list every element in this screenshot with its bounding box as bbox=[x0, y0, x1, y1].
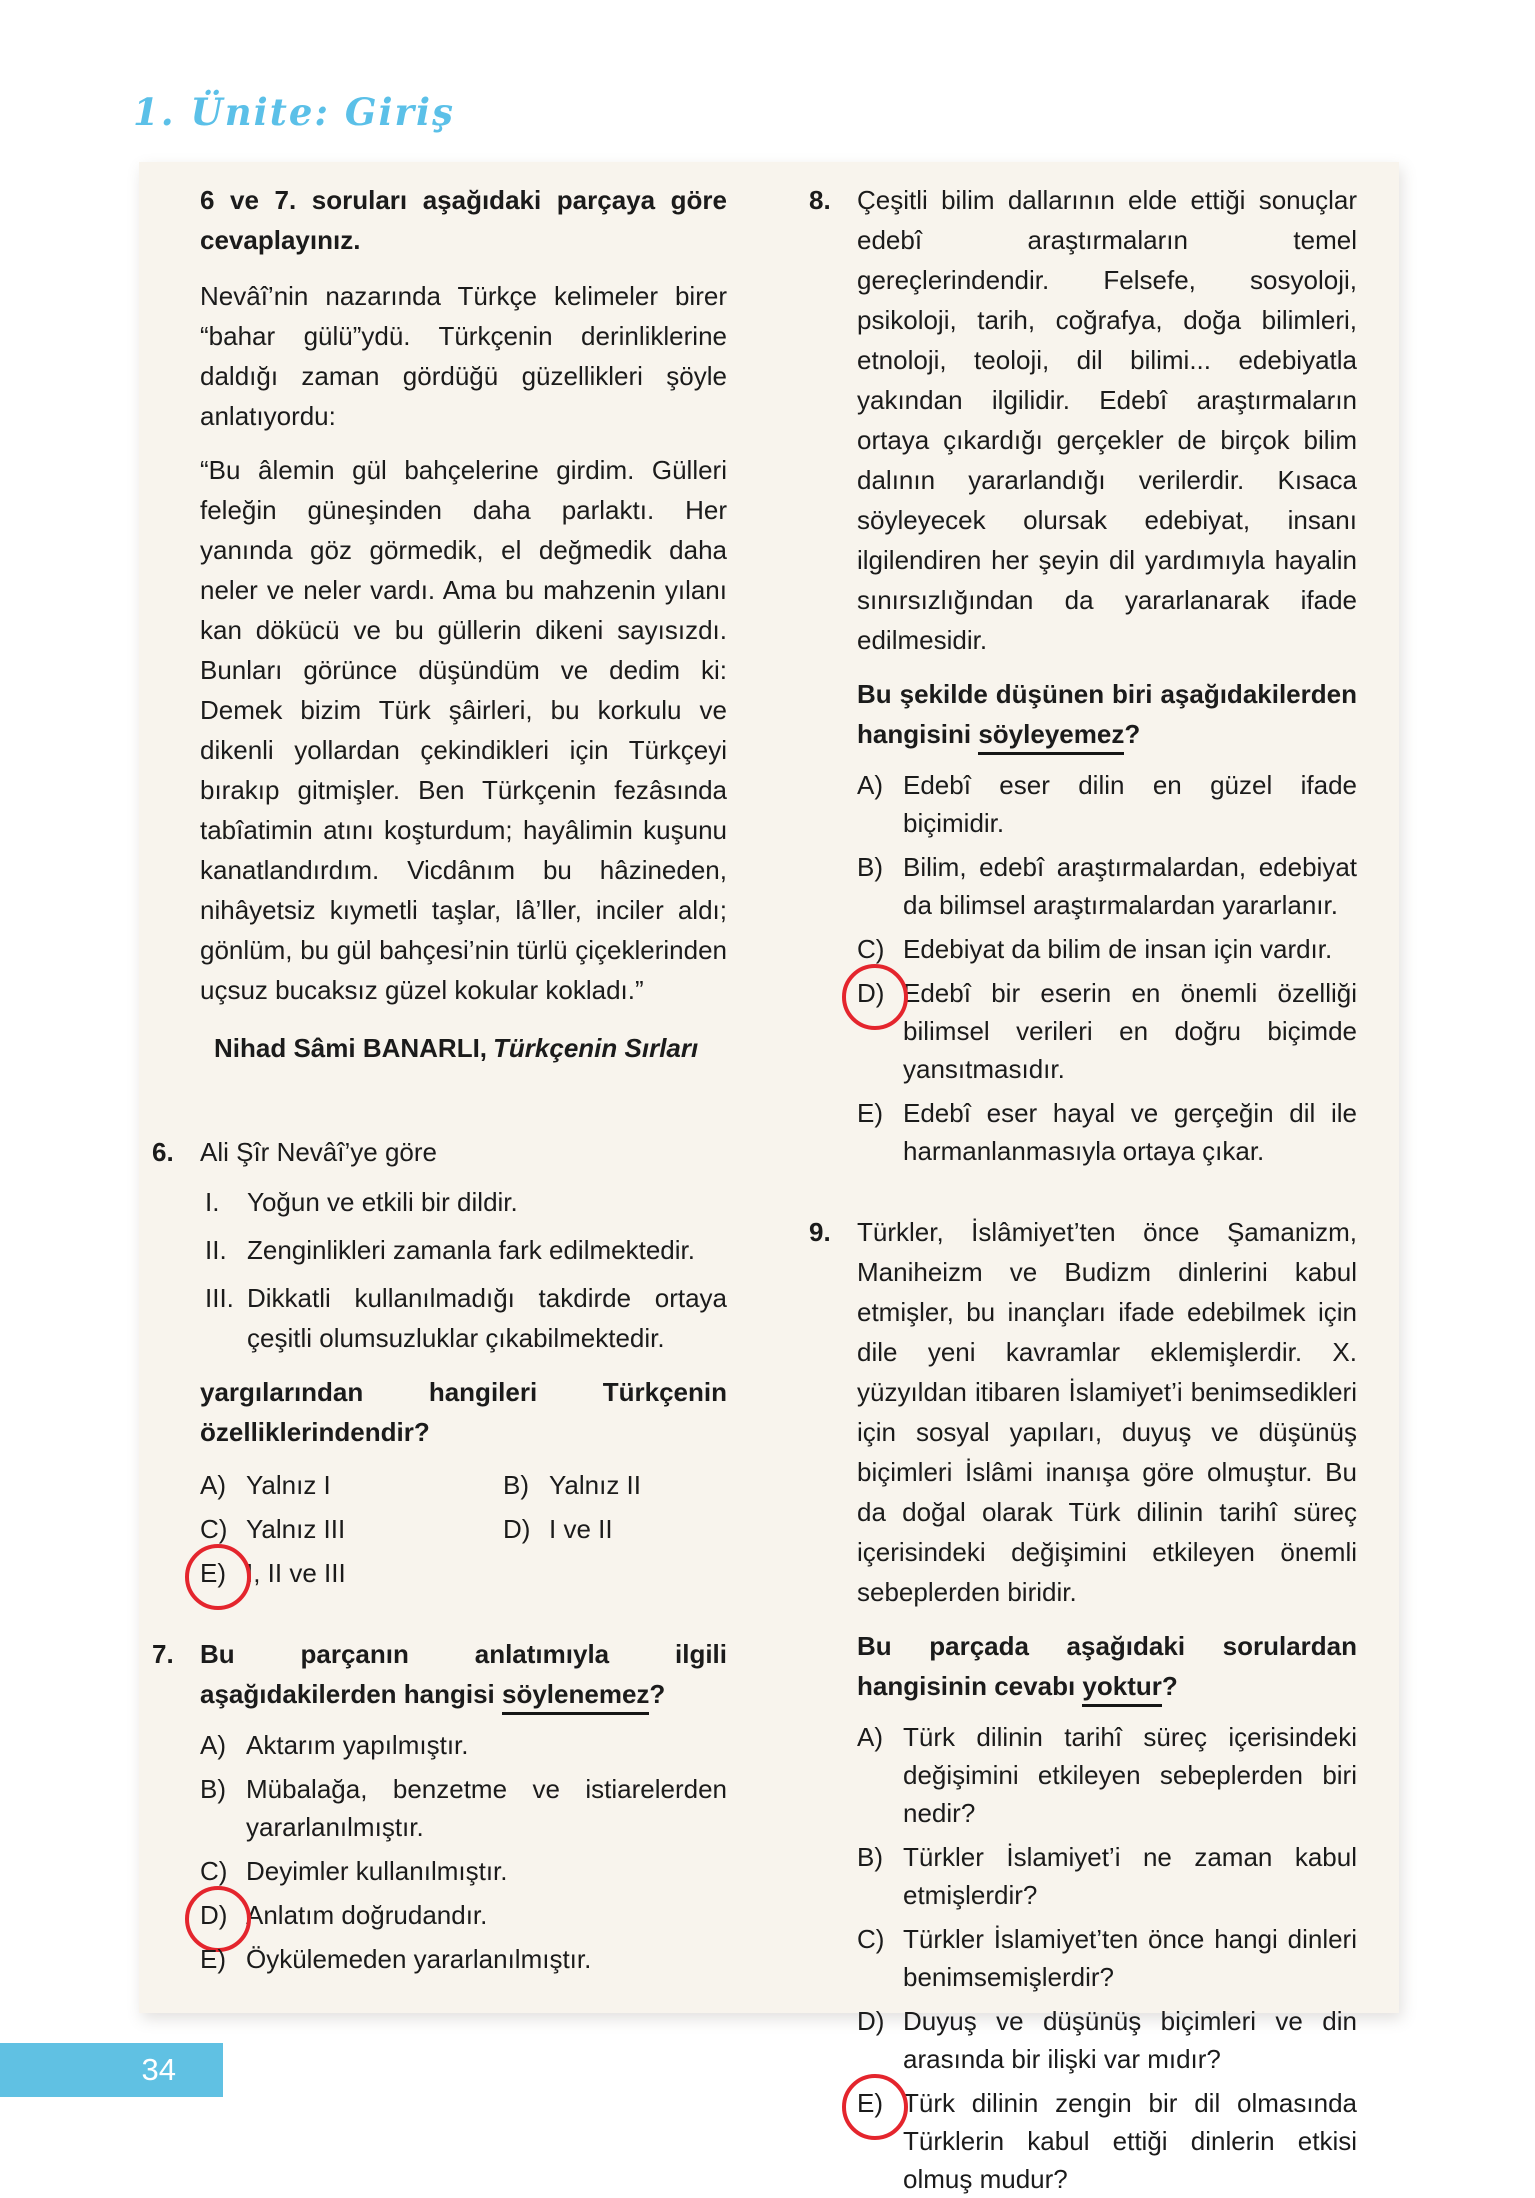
question-9-options bbox=[857, 1718, 1357, 2198]
option-text: Yalnız III bbox=[246, 1514, 346, 1544]
roman-numeral: III. bbox=[205, 1283, 234, 1313]
option-text: Türkler İslamiyet’ten önce hangi dinleri benimsemişlerdir? bbox=[903, 1924, 1357, 1992]
option-text: Türk dilinin zengin bir dil olmasında Türklerin kabul ettiği dinlerin etkisi olmuş mudur? bbox=[903, 2088, 1357, 2194]
question-7-option-c bbox=[200, 1852, 727, 1890]
question-7-option-e bbox=[200, 1940, 727, 1978]
question-9-option-b bbox=[857, 1838, 1357, 1914]
option-text: Mübalağa, benzetme ve istiarelerden yararlanılmıştır. bbox=[246, 1774, 727, 1842]
question-8-option-c bbox=[857, 930, 1357, 968]
option-text: Edebî bir eserin en önemli özelliği bilimsel verileri en doğru biçimde yansıtmasıdır. bbox=[903, 978, 1357, 1084]
question-6-stem: Ali Şîr Nevâî’ye göre bbox=[200, 1137, 437, 1167]
question-9-option-e bbox=[857, 2084, 1357, 2198]
question-7-options bbox=[200, 1726, 727, 1978]
option-letter: C) bbox=[857, 1924, 885, 1954]
question-7-option-d bbox=[200, 1896, 727, 1934]
option-text: Edebiyat da bilim de insan için vardır. bbox=[903, 934, 1333, 964]
stem-underlined-word: söylenemez bbox=[502, 1679, 649, 1715]
attribution-book-title: Türkçenin Sırları bbox=[493, 1033, 699, 1063]
question-6 bbox=[152, 1132, 727, 1592]
question-6-option-d bbox=[503, 1510, 727, 1548]
question-7-option-a bbox=[200, 1726, 727, 1764]
question-9-number: 9. bbox=[809, 1217, 831, 1247]
option-text: I, II ve III bbox=[246, 1558, 346, 1588]
option-text: Deyimler kullanılmıştır. bbox=[246, 1856, 508, 1886]
question-6-option-b bbox=[503, 1466, 727, 1504]
question-6-number: 6. bbox=[152, 1137, 174, 1167]
roman-numeral: II. bbox=[205, 1235, 227, 1265]
option-letter: A) bbox=[857, 770, 883, 800]
question-9-option-d bbox=[857, 2002, 1357, 2078]
option-text: Duyuş ve düşünüş biçimleri ve din arasında bir ilişki var mıdır? bbox=[903, 2006, 1357, 2074]
question-7-answer-circle: D) bbox=[200, 1896, 246, 1934]
question-6-item-2 bbox=[200, 1230, 727, 1270]
option-text: Aktarım yapılmıştır. bbox=[246, 1730, 469, 1760]
question-9-option-a bbox=[857, 1718, 1357, 1832]
question-7-option-b bbox=[200, 1770, 727, 1846]
attribution-author: Nihad Sâmi BANARLI, bbox=[214, 1033, 488, 1063]
question-9-paragraph: Türkler, İslâmiyet’ten önce Şamanizm, Maniheizm ve Budizm dinlerini kabul etmişler, bu inançları ifade edebilmek için dile yeni kavramlar eklemişlerdir. X. yüzyıldan itibaren İslamiyet’i benimsedikleri için sosyal yapıları, duyuş ve düşünüş biçimleri İslâmi inanışa göre olmuştur. Bu da doğal olarak Türk dilinin tarihî süreç içerisindeki değişimini etkileyen önemli sebeplerden biridir. bbox=[857, 1217, 1357, 1607]
passage-intro: Nevâî’nin nazarında Türkçe kelimeler birer “bahar gülü”ydü. Türkçenin derinliklerine daldığı zaman gördüğü güzellikleri şöyle anlatıyordu: bbox=[200, 281, 727, 431]
stem-text: Bu parçanın anlatımıyla ilgili aşağıdakilerden hangisi bbox=[200, 1639, 727, 1709]
question-6-answer-circle: E) bbox=[200, 1554, 246, 1592]
question-8-option-a bbox=[857, 766, 1357, 842]
question-9-answer-circle: E) bbox=[857, 2084, 903, 2198]
option-letter: C) bbox=[200, 1856, 228, 1886]
option-letter: C) bbox=[857, 934, 885, 964]
question-8-paragraph: Çeşitli bilim dallarının elde ettiği sonuçlar edebî araştırmaların temel gereçlerindendir. Felsefe, sosyoloji, psikoloji, tarih, coğrafya, doğa bilimleri, etnoloji, teoloji, dil bilimi... edebiyatla yakından ilgilidir. Edebî araştırmaların ortaya çıkardığı gerçekler de birçok bilim dalının yararlandığı verilerdir. Kısaca söyleyecek olursak edebiyat, insanı ilgilendiren her şeyin dil yardımıyla hayalin sınırsızlığından da yararlanarak ifade edilmesidir. bbox=[857, 185, 1357, 655]
question-8 bbox=[809, 180, 1357, 1170]
page-number: 34 bbox=[141, 2052, 176, 2087]
question-8-answer-circle: D) bbox=[857, 974, 903, 1088]
item-text: Zenginlikleri zamanla fark edilmektedir. bbox=[247, 1235, 695, 1265]
option-letter: B) bbox=[503, 1470, 529, 1500]
question-8-options bbox=[857, 766, 1357, 1170]
option-text: Bilim, edebî araştırmalardan, edebiyat da bilimsel araştırmalardan yararlanır. bbox=[903, 852, 1357, 920]
option-text: Yalnız II bbox=[549, 1470, 642, 1500]
option-letter: C) bbox=[200, 1514, 228, 1544]
option-letter: A) bbox=[200, 1470, 226, 1500]
question-6-options bbox=[200, 1466, 727, 1592]
left-column bbox=[152, 180, 727, 1989]
option-text: Yalnız I bbox=[246, 1470, 331, 1500]
option-letter: A) bbox=[857, 1722, 883, 1752]
option-text: Anlatım doğrudandır. bbox=[246, 1900, 488, 1930]
page-number-box bbox=[0, 2043, 223, 2097]
roman-numeral: I. bbox=[205, 1187, 220, 1217]
option-letter: E) bbox=[200, 1944, 226, 1974]
question-6-option-a bbox=[200, 1466, 503, 1504]
stem-text: Bu parçada aşağıdaki sorulardan hangisinin cevabı bbox=[857, 1631, 1357, 1701]
question-7-number: 7. bbox=[152, 1639, 174, 1669]
option-letter: E) bbox=[857, 1098, 883, 1128]
option-text: Türk dilinin tarihî süreç içerisindeki değişimini etkileyen sebeplerden biri nedir? bbox=[903, 1722, 1357, 1828]
option-text: I ve II bbox=[549, 1514, 613, 1544]
option-text: Türkler İslamiyet’i ne zaman kabul etmişlerdir? bbox=[903, 1842, 1357, 1910]
question-6-closing: yargılarından hangileri Türkçenin özelliklerindendir? bbox=[200, 1377, 727, 1447]
item-text: Dikkatli kullanılmadığı takdirde ortaya çeşitli olumsuzluklar çıkabilmektedir. bbox=[247, 1283, 727, 1353]
question-7 bbox=[152, 1634, 727, 1978]
question-9 bbox=[809, 1212, 1357, 2198]
option-text: Öykülemeden yararlanılmıştır. bbox=[246, 1944, 592, 1974]
option-letter: B) bbox=[857, 1842, 883, 1872]
question-9-stem bbox=[857, 1626, 1357, 1706]
question-7-stem bbox=[200, 1634, 727, 1714]
option-letter: A) bbox=[200, 1730, 226, 1760]
stem-underlined-word: yoktur bbox=[1082, 1671, 1161, 1707]
question-8-number: 8. bbox=[809, 185, 831, 215]
option-text: Edebî eser hayal ve gerçeğin dil ile harmanlanmasıyla ortaya çıkar. bbox=[903, 1098, 1357, 1166]
question-8-option-b bbox=[857, 848, 1357, 924]
right-column bbox=[809, 180, 1357, 2194]
question-8-option-d bbox=[857, 974, 1357, 1088]
question-8-option-e bbox=[857, 1094, 1357, 1170]
option-letter: B) bbox=[857, 852, 883, 882]
option-letter: D) bbox=[503, 1514, 531, 1544]
stem-underlined-word: söyleyemez bbox=[978, 719, 1124, 755]
question-9-option-c bbox=[857, 1920, 1357, 1996]
stem-suffix: ? bbox=[1161, 1671, 1178, 1701]
question-6-option-c bbox=[200, 1510, 503, 1548]
stem-suffix: ? bbox=[1124, 719, 1141, 749]
stem-text: Bu şekilde düşünen biri aşağıdakilerden hangisini bbox=[857, 679, 1357, 749]
option-letter: D) bbox=[857, 2006, 885, 2036]
passage-quote: “Bu âlemin gül bahçelerine girdim. Gülleri feleğin güneşinden daha parlaktı. Her yanında göz görmedik, el değmedik daha neler ve neler vardı. Ama bu mahzenin yılanı kan dökücü ve bu güllerin dikeni sayısızdı. Bunları görünce düşündüm ve dedim ki: Demek bizim Türk şâirleri, bu korkulu ve dikenli yollardan çekindikleri için Türkçeyi bırakıp gitmişler. Ben Türkçenin fezâsında tabîatimin atını koşturdum; hayâlimin kuşunu kanatlandırdım. Vicdânım bu hâzineden, nihâyetsiz kıymetli taşlar, lâ’ller, inciler aldı; gönlüm, bu gül bahçesi’nin türlü çiçeklerinden uçsuz bucaksız güzel kokular kokladı.” bbox=[200, 455, 727, 1005]
item-text: Yoğun ve etkili bir dildir. bbox=[247, 1187, 518, 1217]
passage-directive: 6 ve 7. soruları aşağıdaki parçaya göre cevaplayınız. bbox=[200, 185, 727, 255]
question-8-stem bbox=[857, 674, 1357, 754]
stem-suffix: ? bbox=[649, 1679, 666, 1709]
question-6-option-e bbox=[200, 1554, 503, 1592]
option-letter: B) bbox=[200, 1774, 226, 1804]
question-6-item-1 bbox=[200, 1182, 727, 1222]
question-6-item-3 bbox=[200, 1278, 727, 1358]
passage-attribution bbox=[200, 1028, 727, 1068]
option-text: Edebî eser dilin en güzel ifade biçimidir. bbox=[903, 770, 1357, 838]
unit-header: 1. Ünite: Giriş bbox=[133, 90, 455, 134]
